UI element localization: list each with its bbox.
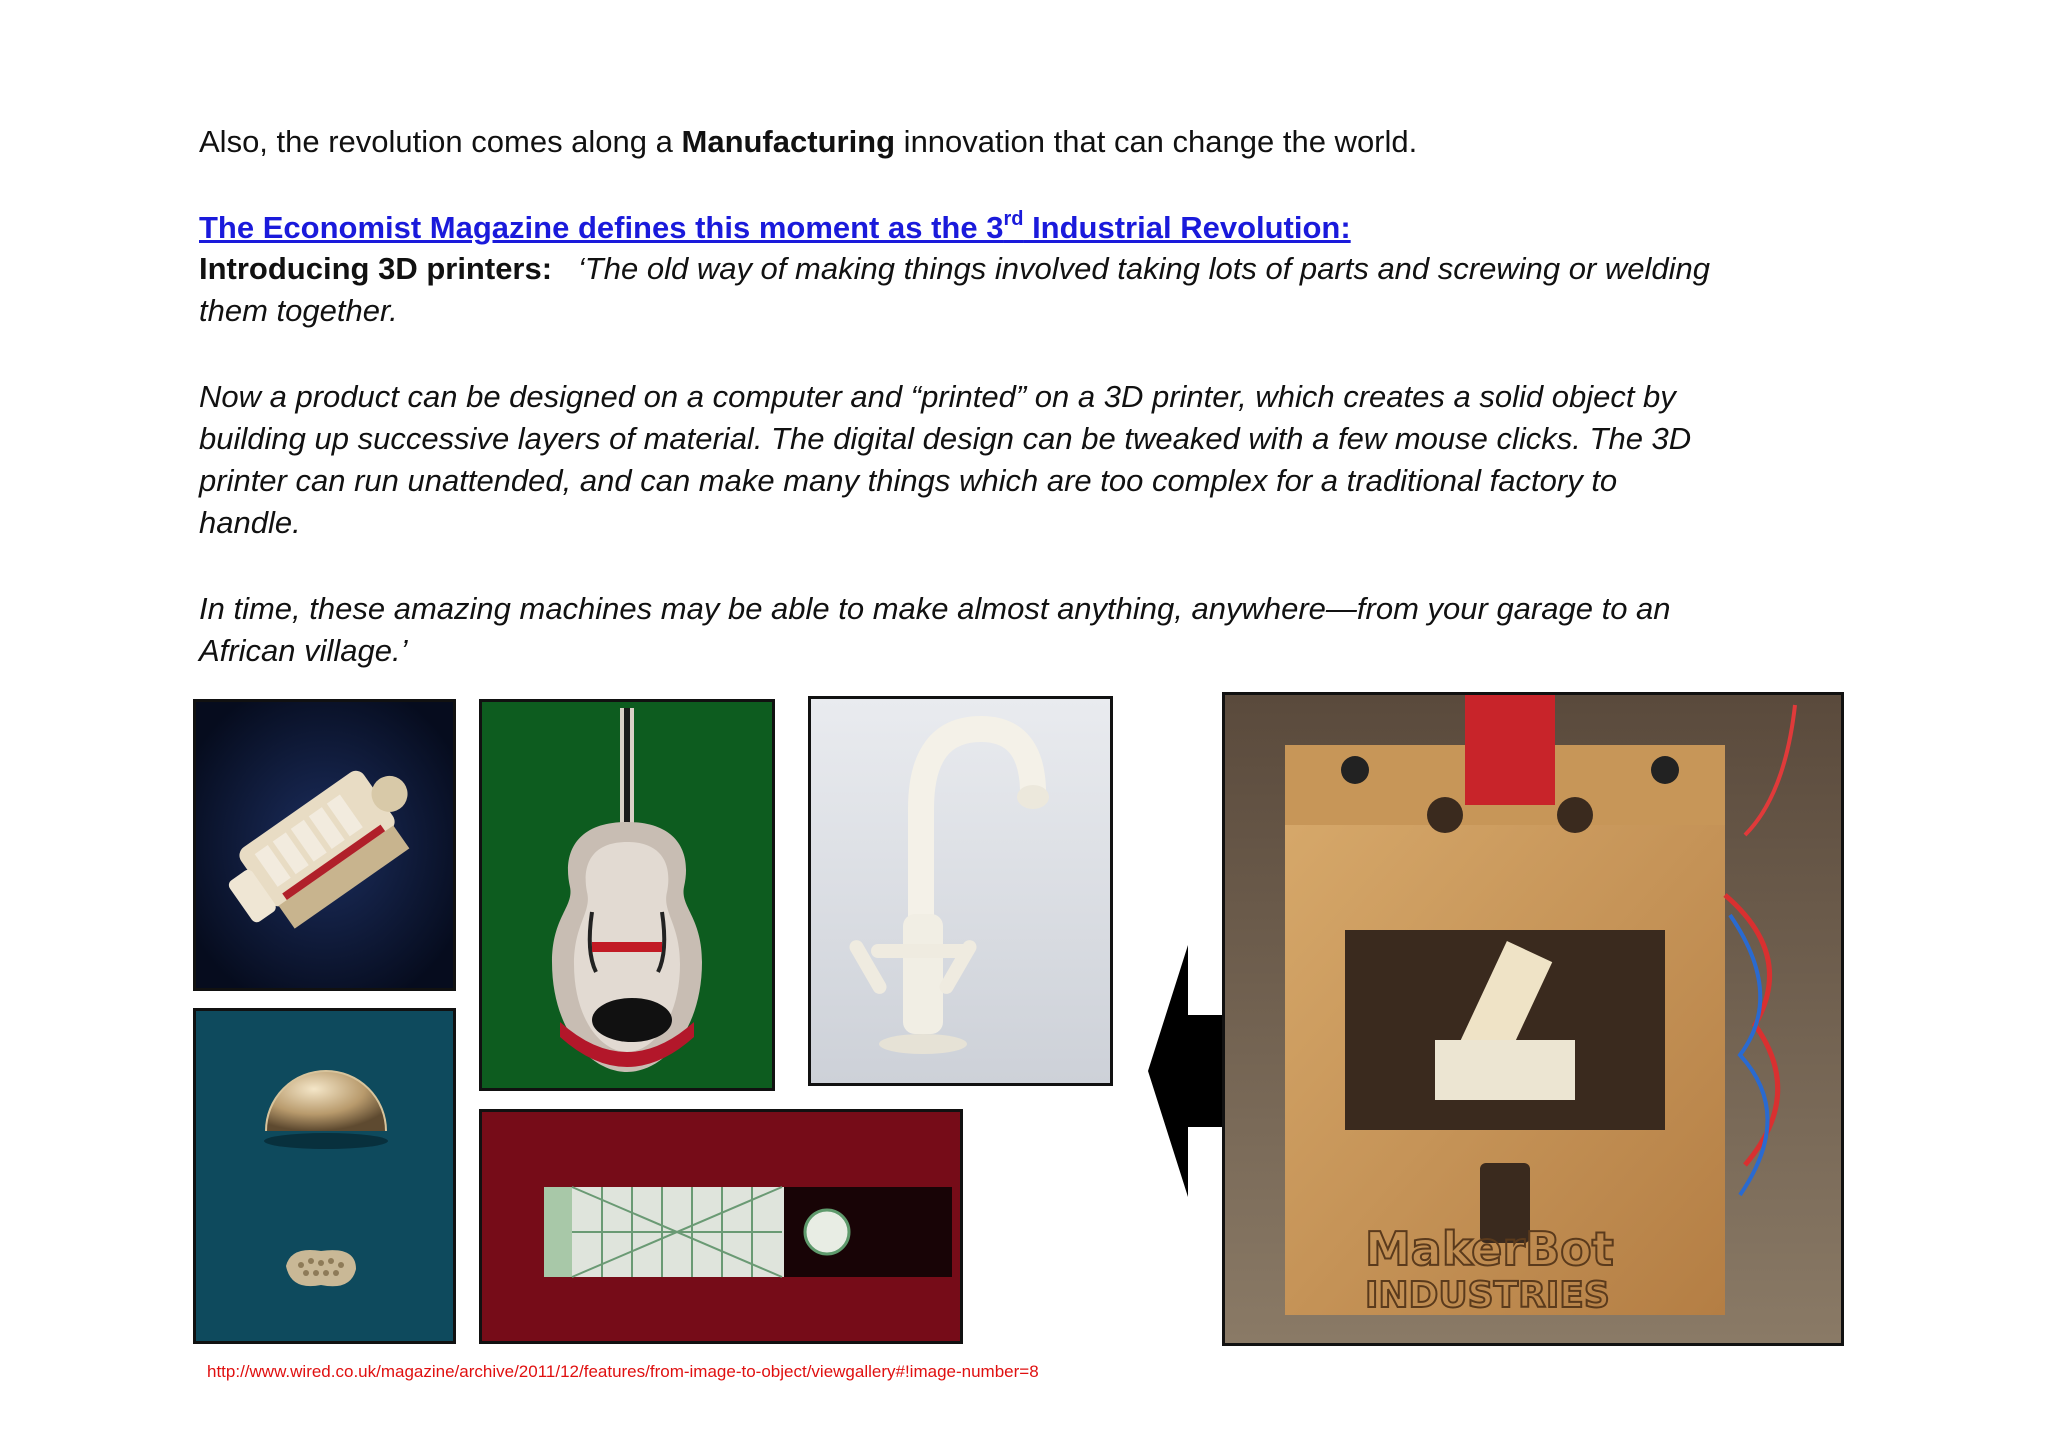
credit-url[interactable]: http://www.wired.co.uk/magazine/archive/2011/12/features/from-image-to-object/viewgallery#!image-number=8 [207,1362,1039,1381]
makerbot-illustration [1225,695,1841,1343]
makerbot-brand-line1: MakerBot [1365,1222,1614,1276]
lattice-illustration [482,1112,960,1341]
makerbot-brand-line2: INDUSTRIES [1365,1275,1610,1316]
implant-illustration [196,1011,453,1341]
engine-illustration [196,702,453,988]
paragraph-2-line: African village.’ [199,633,408,668]
printed-implant-photo [193,1008,456,1344]
paragraph-1-line: printer can run unattended, and can make many things which are too complex for a traditional factory to [199,463,1618,498]
intro-bold-word: Manufacturing [681,124,896,159]
intro-text [199,121,1417,163]
makerbot-printer-photo [1222,692,1844,1346]
headline-superscript: rd [1003,207,1024,230]
paragraph-1 [199,376,1691,544]
quote-text-1: ‘The old way of making things involved taking lots of parts and screwing or welding [577,251,1711,286]
paragraph-1-line: Now a product can be designed on a computer and “printed” on a 3D printer, which creates a solid object by [199,379,1676,414]
paragraph-2 [199,588,1671,672]
violin-illustration [482,702,772,1088]
intro-before: Also, the revolution comes along a [199,124,682,159]
printed-violin-photo [479,699,775,1091]
quote-text-2: them together. [199,293,398,328]
printed-engine-photo [193,699,456,991]
paragraph-1-line: building up successive layers of material. The digital design can be tweaked with a few mouse clicks. The 3D [199,421,1692,456]
headline-before: The Economist Magazine defines this moment as the 3 [199,210,1004,245]
quote-block [199,248,1710,332]
printed-lattice-photo [479,1109,963,1344]
quote-label: Introducing 3D printers: [199,251,553,286]
faucet-illustration [811,699,1110,1083]
quote-line-1 [199,248,1710,290]
printed-faucet-photo [808,696,1113,1086]
economist-headline-link[interactable] [199,207,1351,249]
intro-after: innovation that can change the world. [895,124,1418,159]
left-arrow-icon [1148,945,1228,1197]
paragraph-1-line: handle. [199,505,301,540]
headline-after: Industrial Revolution: [1023,210,1351,245]
paragraph-2-line: In time, these amazing machines may be able to make almost anything, anywhere—from your garage to an [199,591,1671,626]
